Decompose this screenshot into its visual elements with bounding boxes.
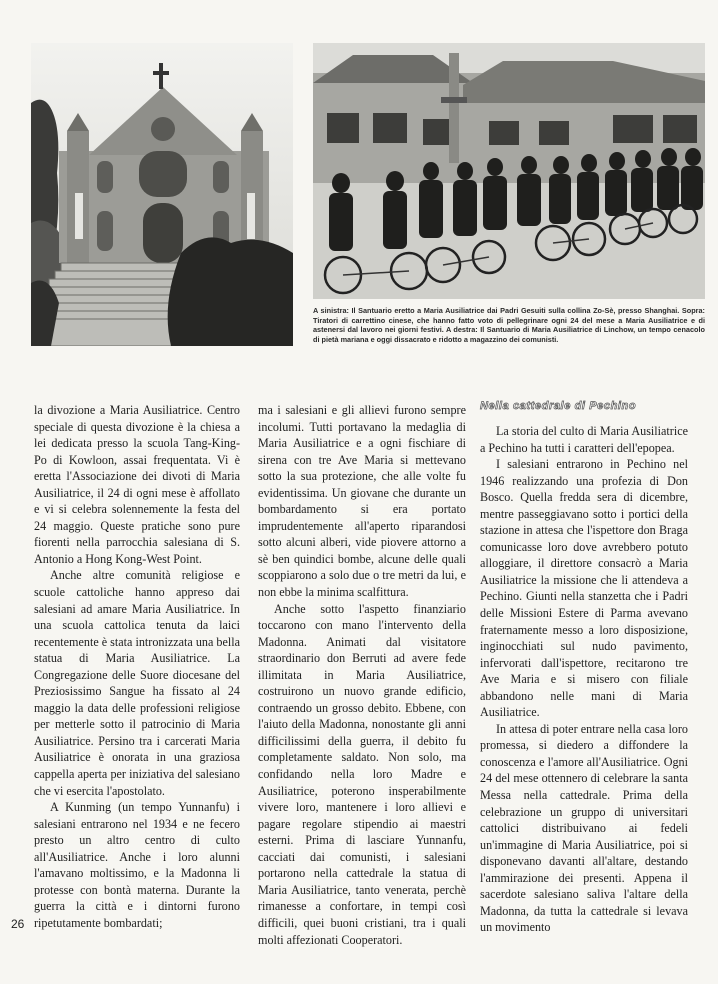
paragraph: I salesiani entrarono in Pechino nel 1946 realizzando una profezia di Don Bosco. Quella fredda sera di dicembre, mentre passeggiavano sotto i portici della stazione in attesa che l'ispettore don Braga comunicasse loro dove avrebbero potuto alloggiare, il direttore consacrò a Maria Ausiliatrice la missione che li attendeva a Pechino. Giunti nella stanzetta che i Padri delle Missioni Estere di Parma avevano fraternamente messo a loro disposizione, inginocchiati sul nudo pavimento, infervorati dall'ispettore, recitarono tre Ave Maria e si misero con filiale abbandono nelle mani di Maria Ausiliatrice.: [480, 457, 688, 720]
section-heading: Nella cattedrale di Pechino: [480, 400, 637, 412]
photo-caption: A sinistra: Il Santuario eretto a Maria Ausiliatrice dai Padri Gesuiti sulla collina Zo-Sè, presso Shanghai. Sopra: Tiratori di carrettino cinese, che hanno fatto voto di pellegrinare ogni 24 del mese a Maria Ausiliatrice e di astenersi dal lavoro nei giorni festivi. A destra: Il Santuario di Maria Ausiliatrice di Linchow, un tempo cenacolo di pietà mariana e oggi dissacrato e ridotto a magazzino dei comunisti.: [313, 306, 705, 344]
text-column-1: [34, 402, 240, 932]
text-column-3: [480, 399, 688, 936]
paragraph: La storia del culto di Maria Ausiliatrice a Pechino ha tutti i caratteri dell'epopea.: [480, 424, 688, 455]
paragraph: A Kunming (un tempo Yunnanfu) i salesiani entrarono nel 1934 e ne fecero presto un altro centro di culto all'Ausiliatrice. Anche i loro alunni l'amavano moltissimo, e la Madonna li protesse con bontà materna. Durante la guerra la città e i dintorni furono ripetutamente bombardati;: [34, 800, 240, 930]
paragraph: Anche sotto l'aspetto finanziario toccarono con mano l'intervento della Madonna. Animati dal visitatore straordinario don Berruti ad avere fede illimitata in Maria Ausiliatrice, costruirono un nuovo grande edificio, contraendo un grosso debito. Ebbene, con l'aiuto della Madonna, nonostante gli anni difficilissimi della guerra, il debito fu completamente saldato. Non solo, ma confidando nella loro Madre e Ausiliatrice, poterono insperabilmente vivere loro, mantenere i loro allievi e pagare regolare stipendio ai maestri esterni. Prima di lasciare Yunnanfu, cacciati dai comunisti, i salesiani portarono nella cattedrale la statua di Maria Ausiliatrice, tanto venerata, perchè rimanesse a confortare, in tempi così difficili, quei buoni cristiani, tra i quali molti affezionati Cooperatori.: [258, 601, 466, 947]
sanctuary-photo: [31, 43, 293, 346]
paragraph: ma i salesiani e gli allievi furono sempre incolumi. Tutti portavano la medaglia di Maria Ausiliatrice e a ogni fischiare di sirena con tre Ave Maria si mettevano sotto la sua protezione, che alle volte fu evidentissima. Un giovane che durante un bombardamento si era portato imprudentemente all'aperto riparandosi sotto alcuni alberi, vide piovere attorno a sè ben quindici bombe, alcune delle quali scoppiarono a solo due o tre metri da lui, e non ebbe la minima scalfittura.: [258, 403, 466, 600]
page-number: 26: [11, 917, 25, 931]
paragraph: In attesa di poter entrare nella casa loro promessa, si diedero a diffondere la conoscenza e l'amore all'Ausiliatrice. Ogni 24 del mese ottennero di celebrare la santa Messa nella cattedrale. Prima della celebrazione un gruppo di universitari cattolici distribuivano ai fedeli un'immagine di Maria Ausiliatrice, poi si disponevano davanti all'altare, destando l'ammirazione dei presenti. Appena il sacerdote salesiano saliva l'altare della Madonna, da tutta la cattedrale si levava un movimento: [480, 721, 688, 935]
paragraph: Anche altre comunità religiose e scuole cattoliche hanno appreso dai salesiani ad amare Maria Ausiliatrice. In una scuola cattolica tenuta da laici recentemente è stata intronizzata una bella statua di Maria Ausiliatrice. La Congregazione delle Suore diocesane del Preziosissimo Sangue ha fissato al 24 maggio la data delle professioni religiose per metterle sotto il patrocinio di Maria Ausiliatrice. Persino tra i carcerati Maria Ausiliatrice è onorata in una graziosa cappella aperta per iniziativa del salesiano che vi esercita l'apostolato.: [34, 568, 240, 798]
paragraph: la divozione a Maria Ausiliatrice. Centro speciale di questa divozione è la chiesa a lei dedicata presso la scuola Tang-King-Po di Kowloon, assai frequentata. Vi è eretta l'Associazione dei divoti di Maria Ausiliatrice, il 24 di ogni mese è affollato e vi si celebra solennemente la festa del 24 maggio. Queste pratiche sono pure fiorenti nella parrocchia salesiana di S. Antonio a Hong Kong-West Point.: [34, 403, 240, 566]
text-column-2: [258, 402, 466, 948]
pilgrims-photo: [313, 43, 705, 299]
